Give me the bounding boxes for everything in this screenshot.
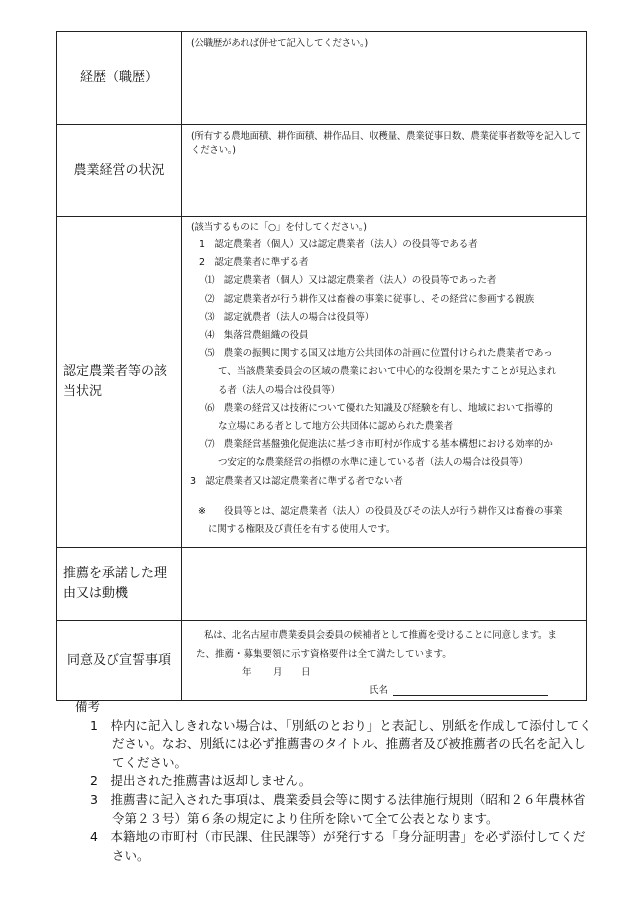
certified-option-2-3[interactable]: ⑶ 認定就農者（法人の場合は役員等） (205, 311, 375, 323)
motive-label: 推薦を承諾した理由又は動機 (57, 548, 182, 621)
footer-note-2: 2 提出された推薦書は返却しません。 (90, 773, 312, 789)
footer-notes (72, 698, 592, 865)
certified-option-2-6-cont: な立場にある者として地方公共団体に認められた農業者 (218, 421, 454, 433)
certified-note: (該当するものに「○」を付してください。) (191, 222, 367, 233)
career-label: 経歴（職歴） (57, 32, 182, 125)
footer-note-1: 1 枠内に記入しきれない場合は、「別紙のとおり」と表記し、別紙を作成して添付してください。なお、別紙には必ず推薦書のタイトル、推薦者及び被推薦者の氏名を記入してください。 (90, 717, 592, 770)
date-year-label: 年 (242, 667, 252, 678)
certified-label: 認定農業者等の該当状況 (57, 217, 182, 548)
consent-label: 同意及び宣誓事項 (57, 621, 182, 701)
consent-text-1: 私は、北名古屋市農業委員会委員の候補者として推薦を受けることに同意します。ま (204, 630, 557, 641)
name-label: 氏名 (369, 685, 389, 696)
farming-row (57, 125, 587, 217)
footer-title: 備考 (75, 699, 101, 714)
recommendation-form-table (56, 31, 587, 701)
certified-option-2-7-cont: つ安定的な農業経営の指標の水準に達している者（法人の場合は役員等） (218, 457, 529, 469)
remark-line-2: に関する権限及び責任を有する使用人です。 (208, 524, 396, 536)
career-note: (公職歴があれば併せて記入してください。) (191, 38, 368, 49)
certified-field[interactable] (182, 217, 587, 548)
remark-mark: ※ (198, 505, 206, 517)
career-row (57, 32, 587, 125)
career-field[interactable] (182, 32, 587, 125)
certified-option-3[interactable]: 3 認定農業者又は認定農業者に準ずる者でない者 (190, 475, 403, 487)
footer-note-4: 4 本籍地の市町村（市民課、住民課等）が発行する「身分証明書」を必ず添付してください。 (90, 829, 586, 863)
consent-text-2: た、推薦・募集要領に示す資格要件は全て満たしています。 (196, 648, 452, 660)
farming-note: (所有する農地面積、耕作面積、耕作品目、収穫量、農業従事日数、農業従事者数等を記入してください。) (191, 131, 581, 156)
certified-option-2-7[interactable]: ⑺ 農業経営基盤強化促進法に基づき市町村が作成する基本構想における効率的か (205, 439, 553, 451)
farming-label: 農業経営の状況 (57, 125, 182, 217)
certified-option-2[interactable]: 2 認定農業者に準ずる者 (199, 257, 309, 269)
footer-note-3: 3 推薦書に記入された事項は、農業委員会等に関する法律施行規則（昭和２６年農林省令第２３号）第６条の規定により住所を除いて全て公表となります。 (90, 791, 586, 826)
certified-row (57, 217, 587, 548)
consent-field (182, 621, 587, 701)
remark-line-1: 役員等とは、認定農業者（法人）の役員及びその法人が行う耕作又は畜養の事業 (224, 505, 563, 517)
date-month-label: 月 (273, 667, 283, 678)
motive-field[interactable] (182, 548, 587, 621)
certified-option-2-2[interactable]: ⑵ 認定農業者が行う耕作又は畜養の事業に従事し、その経営に参画する親族 (205, 293, 535, 305)
certified-option-1[interactable]: 1 認定農業者（個人）又は認定農業者（法人）の役員等である者 (199, 239, 478, 250)
motive-row (57, 548, 587, 621)
certified-option-2-6[interactable]: ⑹ 農業の経営又は技術について優れた知識及び経験を有し、地域において指導的 (205, 402, 553, 414)
farming-field[interactable] (182, 125, 587, 217)
certified-option-2-1[interactable]: ⑴ 認定農業者（個人）又は認定農業者（法人）の役員等であった者 (205, 275, 497, 287)
name-input-line[interactable] (393, 695, 548, 696)
consent-row (57, 621, 587, 701)
certified-option-2-4[interactable]: ⑷ 集落営農組織の役員 (205, 330, 309, 342)
certified-option-2-5-cont2: る者（法人の場合は役員等） (218, 384, 341, 396)
certified-option-2-5-cont: て、当該農業委員会の区域の農業において中心的な役割を果たすことが見込まれ (218, 366, 557, 378)
date-day-label: 日 (301, 667, 311, 678)
certified-option-2-5[interactable]: ⑸ 農業の振興に関する国又は地方公共団体の計画に位置付けられた農業者であっ (205, 348, 553, 360)
